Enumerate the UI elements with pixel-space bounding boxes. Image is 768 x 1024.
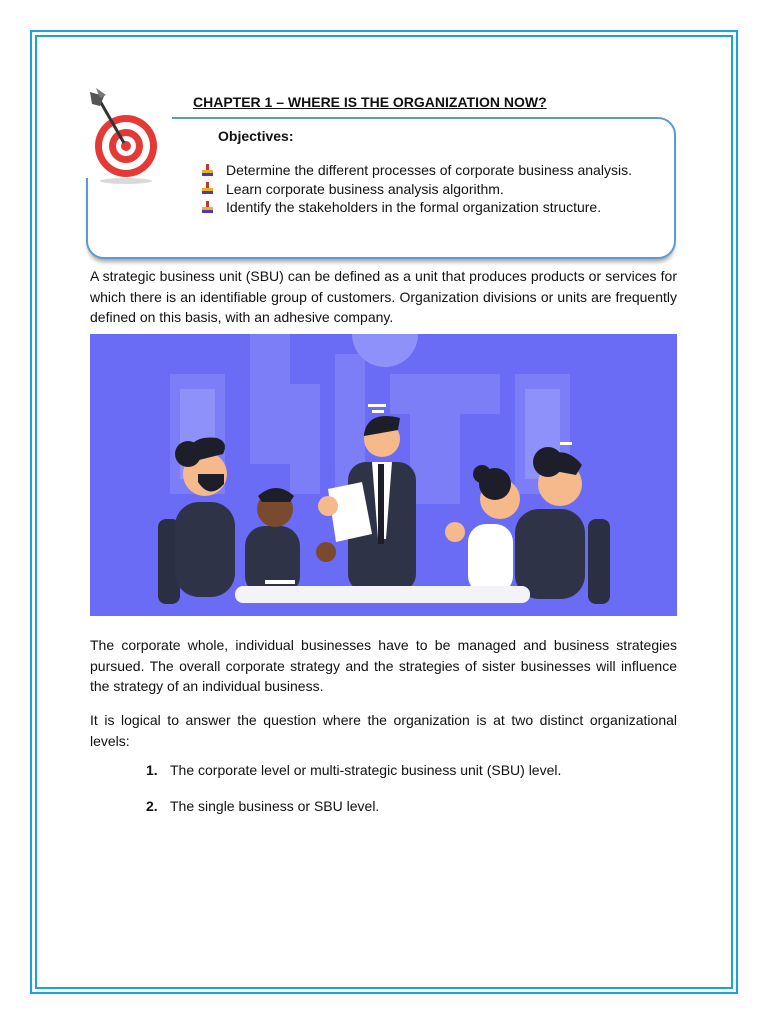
- objective-text: Learn corporate business analysis algorithm.: [226, 180, 504, 197]
- list-number: 1.: [146, 762, 158, 778]
- arrow-bullet-icon: [201, 164, 214, 177]
- list-text: The single business or SBU level.: [170, 798, 380, 814]
- paragraph-corporate-whole: The corporate whole, individual businesses have to be managed and business strategies pursued. The overall corporate strategy and the strategies of sister businesses will influence the strategy of an individual business.: [90, 637, 677, 695]
- paragraph-sbu-definition: A strategic business unit (SBU) can be defined as a unit that produces products or services for which there is an identifiable group of customers. Organization divisions or units are frequently defined on this basis, with an adhesive company.: [90, 268, 677, 326]
- objectives-heading: Objectives:: [218, 128, 294, 144]
- objectives-list: [201, 161, 632, 217]
- objective-item: [201, 161, 632, 180]
- arrow-bullet-icon: [201, 201, 214, 214]
- paragraph-two-levels: It is logical to answer the question where the organization is at two distinct organizational levels:: [90, 712, 677, 749]
- business-meeting-illustration: [90, 334, 677, 616]
- levels-list: [146, 762, 561, 834]
- objective-item: [201, 180, 632, 199]
- list-item: [146, 798, 561, 834]
- list-item: [146, 762, 561, 798]
- list-number: 2.: [146, 798, 158, 814]
- chapter-title: CHAPTER 1 – WHERE IS THE ORGANIZATION NOW?: [193, 94, 547, 110]
- list-text: The corporate level or multi-strategic business unit (SBU) level.: [170, 762, 562, 778]
- objective-text: Identify the stakeholders in the formal organization structure.: [226, 199, 602, 216]
- arrow-bullet-icon: [201, 182, 214, 195]
- objective-item: [201, 198, 632, 217]
- objective-text: Determine the different processes of corporate business analysis.: [226, 162, 632, 179]
- target-dart-icon: [88, 86, 178, 186]
